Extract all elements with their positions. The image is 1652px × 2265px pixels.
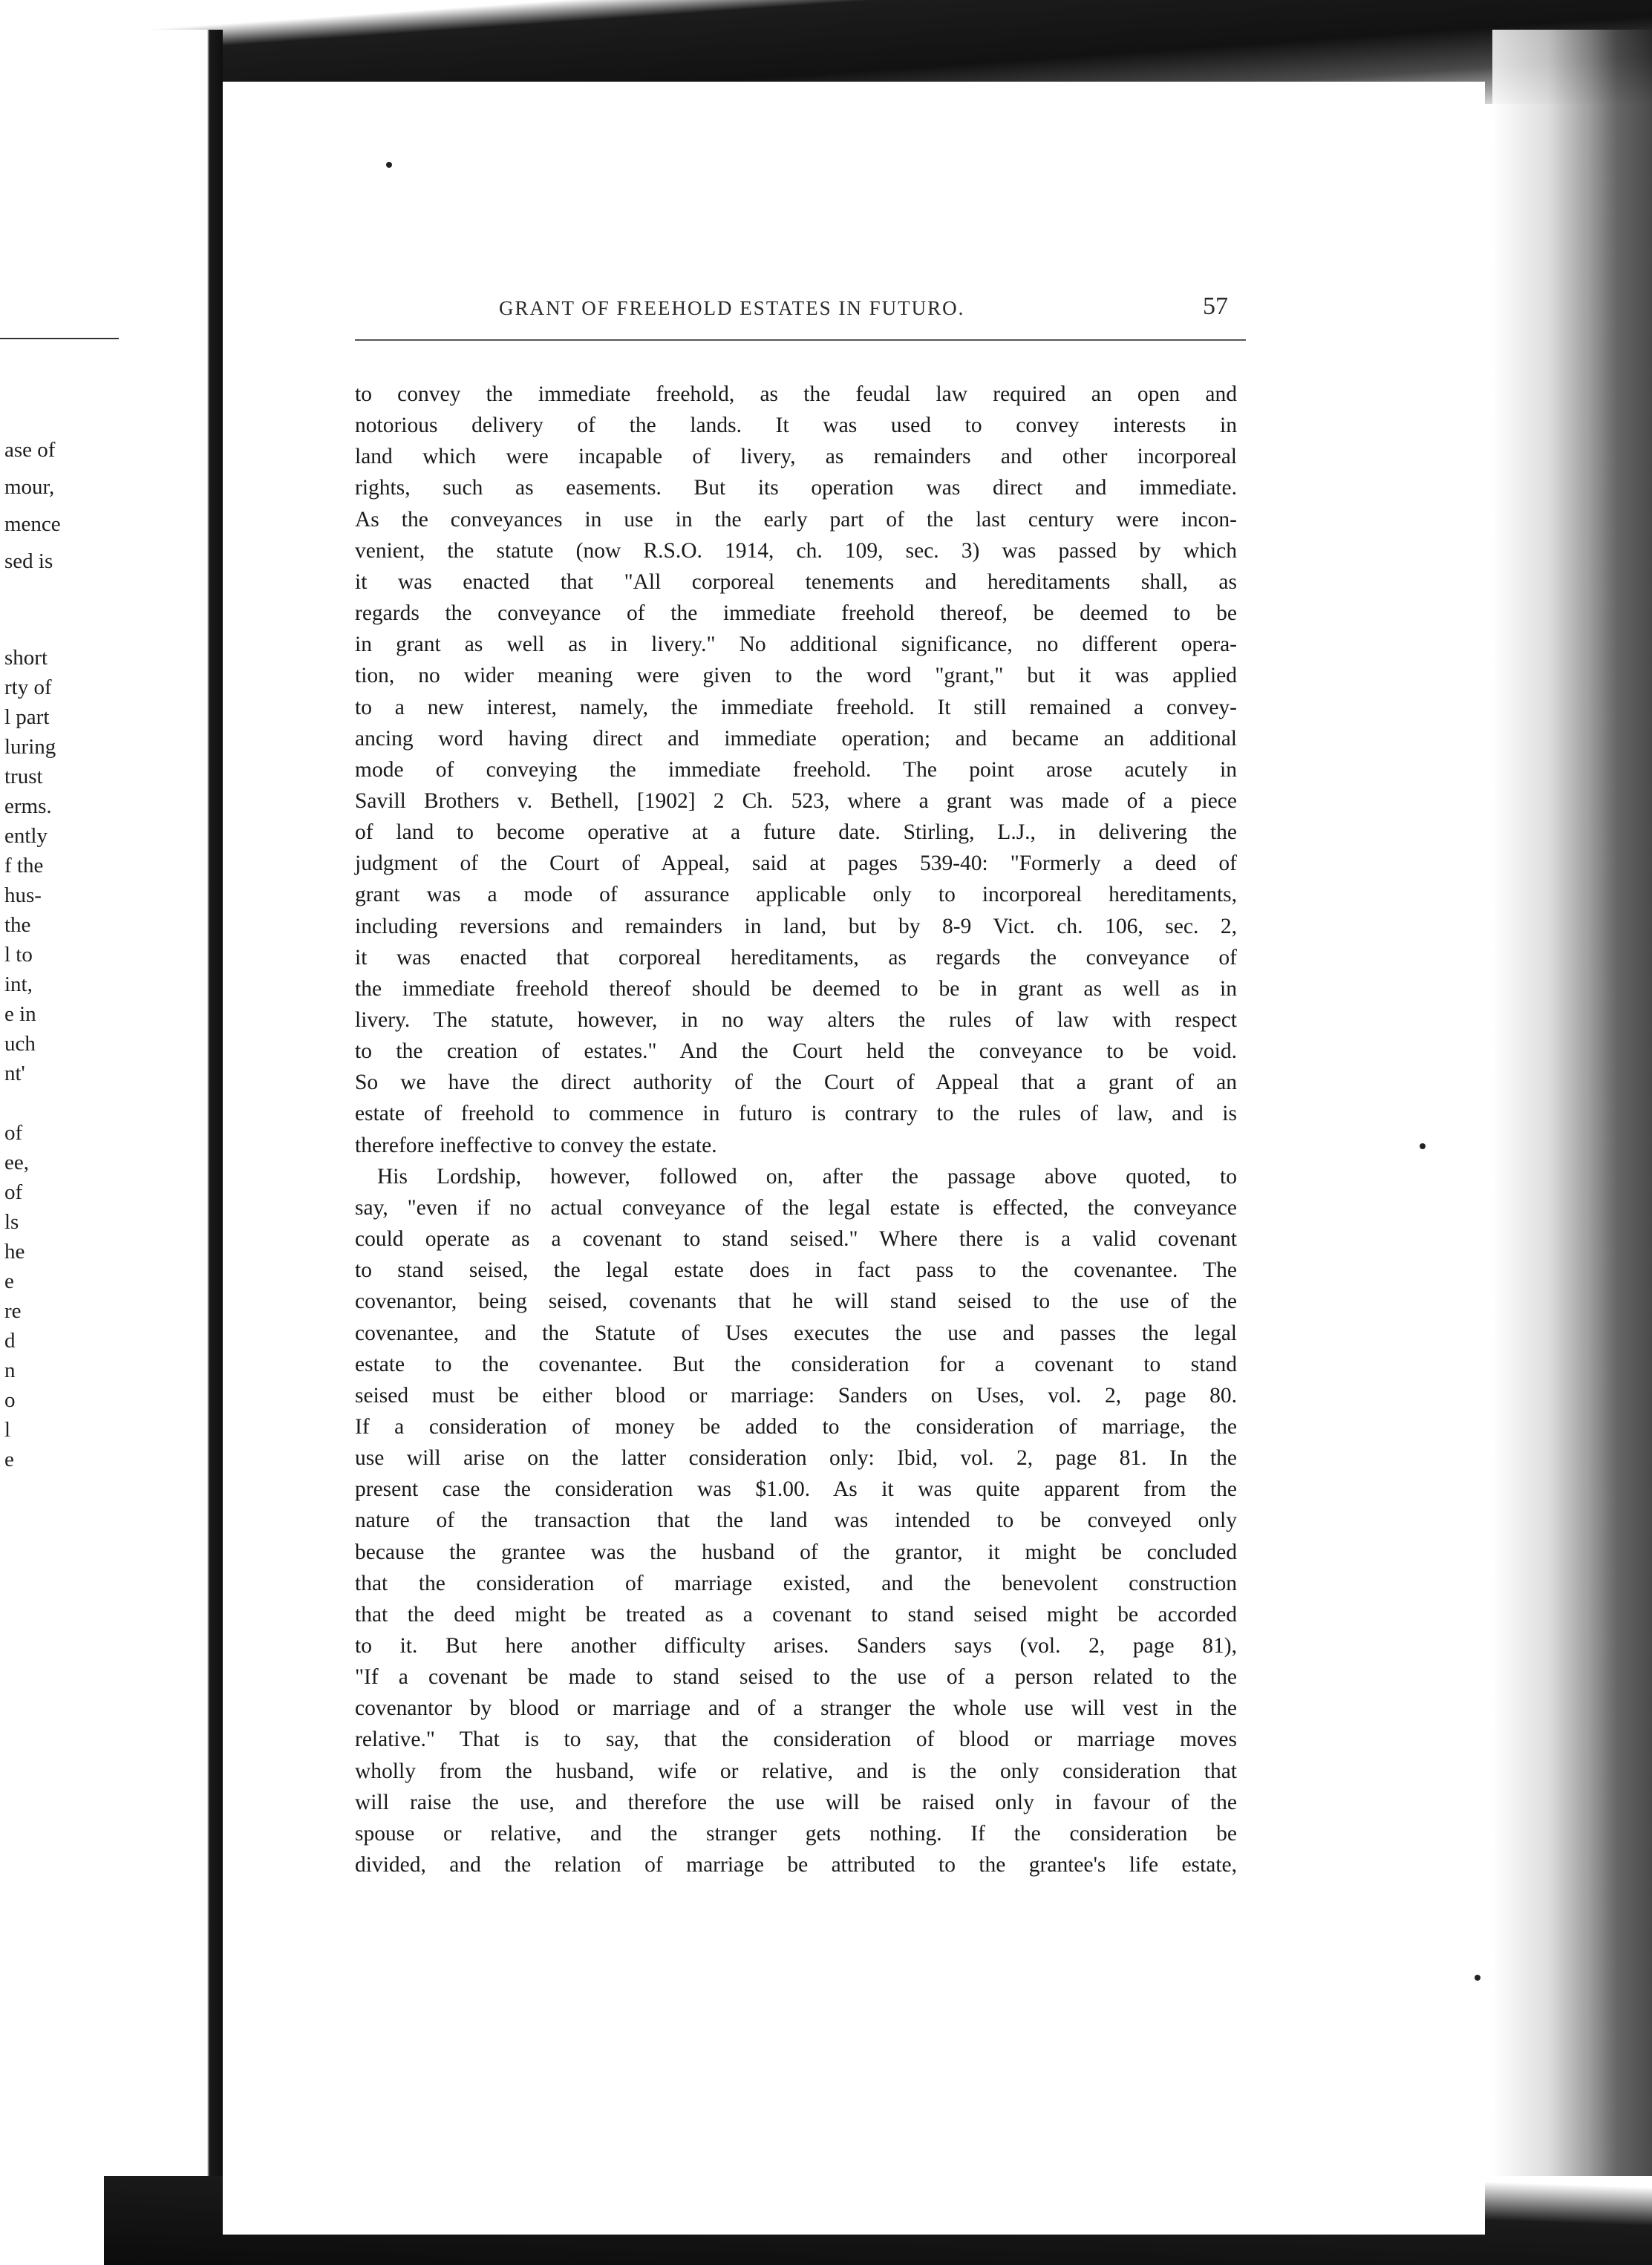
text-line: As the conveyances in use in the early part of the last century were incon- [355, 507, 1237, 532]
facing-page-text: f the [4, 854, 44, 877]
text-line: Savill Brothers v. Bethell, [1902] 2 Ch. 523, where a grant was made of a piece [355, 788, 1237, 813]
text-line: venient, the statute (now R.S.O. 1914, ch. 109, sec. 3) was passed by which [355, 538, 1237, 563]
text-line: because the grantee was the husband of the grantor, it might be concluded [355, 1540, 1237, 1564]
header-rule [355, 339, 1246, 341]
scan-shadow-right [1492, 30, 1652, 2265]
facing-page-text: uch [4, 1032, 36, 1056]
facing-page-text: mence [4, 512, 61, 536]
text-line: it was enacted that corporeal hereditaments, as regards the conveyance of [355, 945, 1237, 970]
running-header: GRANT OF FREEHOLD ESTATES IN FUTURO. [499, 297, 965, 319]
text-line: notorious delivery of the lands. It was used to convey interests in [355, 414, 1237, 438]
facing-page-text: d [4, 1329, 16, 1353]
facing-page-rule [0, 338, 119, 339]
text-line: estate to the covenantee. But the consideration for a covenant to stand [355, 1352, 1237, 1376]
facing-page-text: l [4, 1418, 11, 1442]
text-line: wholly from the husband, wife or relative, and is the only consideration that [355, 1759, 1237, 1783]
facing-page-text: ls [4, 1210, 19, 1234]
text-line: mode of conveying the immediate freehold. The point arose acutely in [355, 757, 1237, 782]
text-line: livery. The statute, however, in no way alters the rules of law with respect [355, 1008, 1237, 1032]
facing-page-text: hus- [4, 883, 42, 907]
text-line: to stand seised, the legal estate does in fact pass to the covenantee. The [355, 1258, 1237, 1283]
text-line: use will arise on the latter consideration only: Ibid, vol. 2, page 81. In the [355, 1446, 1237, 1471]
facing-page-text: the [4, 913, 31, 937]
text-line: land which were incapable of livery, as remainders and other incorporeal [355, 445, 1237, 469]
page-number: 57 [1203, 292, 1228, 320]
facing-page-text: nt' [4, 1062, 25, 1085]
facing-page-text: l part [4, 705, 50, 729]
facing-page-text: ently [4, 824, 48, 848]
text-line: including reversions and remainders in land, but by 8-9 Vict. ch. 106, sec. 2, [355, 914, 1237, 938]
facing-page-text: o [4, 1388, 16, 1412]
text-line: the immediate freehold thereof should be deemed to be in grant as well as in [355, 976, 1237, 1001]
speck [1475, 1975, 1480, 1981]
speck [386, 162, 392, 168]
facing-page-text: ee, [4, 1151, 29, 1174]
text-line: nature of the transaction that the land was intended to be conveyed only [355, 1509, 1237, 1533]
text-line: judgment of the Court of Appeal, said at pages 539-40: "Formerly a deed of [355, 852, 1237, 876]
text-line: that the deed might be treated as a covenant to stand seised might be accorded [355, 1602, 1237, 1627]
text-line: His Lordship, however, followed on, after the passage above quoted, to [377, 1164, 1237, 1189]
text-line: regards the conveyance of the immediate freehold thereof, be deemed to be [355, 601, 1237, 626]
text-line: will raise the use, and therefore the use will be raised only in favour of the [355, 1790, 1237, 1814]
speck [1420, 1143, 1426, 1149]
facing-page-text: rty of [4, 676, 52, 699]
text-line: to the creation of estates." And the Court held the conveyance to be void. [355, 1039, 1237, 1064]
text-line: If a consideration of money be added to the consideration of marriage, the [355, 1414, 1237, 1439]
text-line: covenantor, being seised, covenants that he will stand seised to the use of the [355, 1290, 1237, 1314]
text-line: to convey the immediate freehold, as the feudal law required an open and [355, 382, 1237, 406]
facing-page-text: of [4, 1121, 23, 1145]
text-line: ancing word having direct and immediate operation; and became an additional [355, 726, 1237, 751]
text-line: could operate as a covenant to stand seised." Where there is a valid covenant [355, 1227, 1237, 1252]
facing-page-text: e [4, 1448, 14, 1471]
facing-page-text: re [4, 1299, 22, 1323]
facing-page-text: e in [4, 1002, 36, 1026]
facing-page-text: e [4, 1269, 14, 1293]
text-line: divided, and the relation of marriage be attributed to the grantee's life estate, [355, 1853, 1237, 1877]
facing-page-text: l to [4, 943, 33, 967]
facing-page-text: erms. [4, 794, 52, 818]
facing-page-fragment [0, 0, 223, 2265]
text-line: that the consideration of marriage existed, and the benevolent construction [355, 1571, 1237, 1595]
text-line: to it. But here another difficulty arises. Sanders says (vol. 2, page 81), [355, 1634, 1237, 1658]
text-line: say, "even if no actual conveyance of the legal estate is effected, the conveyance [355, 1195, 1237, 1220]
text-line: tion, no wider meaning were given to the word "grant," but it was applied [355, 664, 1237, 688]
facing-page-text: ase of [4, 438, 56, 462]
text-line: relative." That is to say, that the consideration of blood or marriage moves [355, 1728, 1237, 1752]
facing-page-text: trust [4, 765, 43, 788]
facing-page-text: int, [4, 973, 33, 996]
text-line: present case the consideration was $1.00. As it was quite apparent from the [355, 1477, 1237, 1502]
text-line: grant was a mode of assurance applicable only to incorporeal hereditaments, [355, 883, 1237, 907]
text-line: covenantor by blood or marriage and of a stranger the whole use will vest in the [355, 1696, 1237, 1721]
text-line: So we have the direct authority of the Court of Appeal that a grant of an [355, 1071, 1237, 1095]
facing-page-text: short [4, 646, 48, 670]
text-line: in grant as well as in livery." No additional significance, no different opera- [355, 633, 1237, 657]
text-line: spouse or relative, and the stranger gets nothing. If the consideration be [355, 1821, 1237, 1846]
facing-page-text: sed is [4, 549, 53, 573]
text-line: therefore ineffective to convey the estate. [355, 1133, 717, 1157]
facing-page-text: mour, [4, 475, 55, 499]
facing-page-text: luring [4, 735, 56, 759]
text-line: "If a covenant be made to stand seised to the use of a person related to the [355, 1665, 1237, 1690]
text-line: to a new interest, namely, the immediate freehold. It still remained a convey- [355, 695, 1237, 719]
facing-page-text: he [4, 1240, 25, 1264]
text-line: estate of freehold to commence in futuro is contrary to the rules of law, and is [355, 1102, 1237, 1126]
text-line: of land to become operative at a future date. Stirling, L.J., in delivering the [355, 820, 1237, 845]
text-line: seised must be either blood or marriage: Sanders on Uses, vol. 2, page 80. [355, 1383, 1237, 1408]
text-line: it was enacted that "All corporeal tenements and hereditaments shall, as [355, 569, 1237, 594]
text-line: rights, such as easements. But its operation was direct and immediate. [355, 476, 1237, 500]
text-line: covenantee, and the Statute of Uses executes the use and passes the legal [355, 1321, 1237, 1345]
facing-page-text: of [4, 1180, 23, 1204]
facing-page-text: n [4, 1359, 16, 1382]
